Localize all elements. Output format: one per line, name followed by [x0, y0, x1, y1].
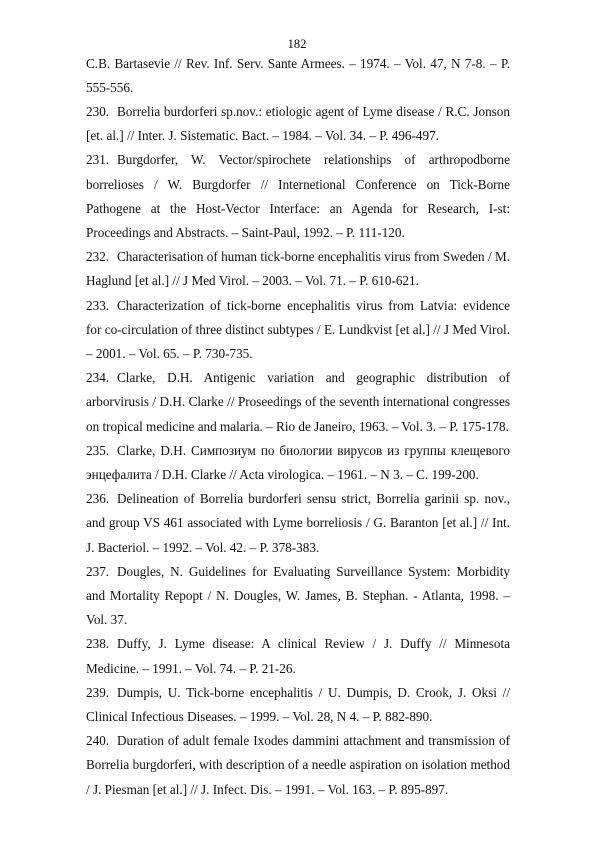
reference-number: 233. [86, 297, 110, 313]
reference-text: Dougles, N. Guidelines for Evaluating Surveillance System: Morbidity and Mortality Repopt / N. Dougles, W. James, B. Stephan. - Atlanta, 1998. – Vol. 37. [86, 563, 510, 628]
reference-number: 235. [86, 442, 110, 458]
reference-entry-238 [86, 632, 510, 680]
reference-list [86, 52, 510, 802]
reference-text: Dumpis, U. Tick-borne encephalitis / U. Dumpis, D. Crook, J. Oksi // Clinical Infectious Diseases. – 1999. – Vol. 28, N 4. – P. 882-890. [86, 684, 510, 724]
reference-text: Duration of adult female Ixodes dammini attachment and transmission of Borrelia burgdorferi, with description of a needle aspiration on isolation method / J. Piesman [et al.] // J. Infect. Dis. – 1991. – Vol. 163. – P. 895-897. [86, 733, 510, 797]
reference-entry-232 [86, 245, 510, 293]
reference-text: Delineation of Borrelia burdorferi sensu strict, Borrelia garinii sp. nov., and group VS 461 associated with Lyme borreliosis / G. Baranton [et al.] // Int. J. Bacteriol. – 1992. – Vol. 42. – P. 378-383. [86, 491, 510, 555]
reference-entry-230 [86, 100, 510, 148]
reference-text: Borrelia burdorferi sp.nov.: etiologic agent of Lyme disease / R.C. Jonson [et. al.] // Inter. J. Sistematic. Bact. – 1984. – Vol. 34. – P. 496-497. [86, 103, 510, 144]
reference-entry-231 [86, 148, 510, 245]
reference-text: Duffy, J. Lyme disease: A clinical Review / J. Duffy // Minnesota Medicine. – 1991. – Vol. 74. – P. 21-26. [86, 636, 510, 676]
reference-number: 239. [86, 684, 110, 700]
reference-number: 234. [86, 370, 110, 386]
reference-text: Clarke, D.H. Симпозиум по биологии вирусов из группы клещевого энцефалита / D.H. Clarke // Acta virologica. – 1961. – N 3. – C. 199-200. [86, 442, 510, 482]
reference-entry-237 [86, 560, 510, 633]
reference-entry-239 [86, 681, 510, 729]
reference-number: 237. [86, 563, 110, 579]
reference-entry-235 [86, 439, 510, 487]
reference-number: 236. [86, 491, 110, 507]
reference-entry-240 [86, 729, 510, 802]
reference-text: Characterisation of human tick-borne encephalitis virus from Sweden / M. Haglund [et al.] // J Med Virol. – 2003. – Vol. 71. – P. 610-621. [86, 249, 510, 289]
reference-entry-234 [86, 366, 510, 439]
reference-text: Clarke, D.H. Antigenic variation and geographic distribution of arborvirusis / D.H. Clarke // Proseedings of the seventh international congresses on tropical medicine and malaria. – Rio de Janeiro, 1963. – Vol. 3. – P. 175-178. [86, 370, 510, 434]
reference-entry-continued [86, 52, 510, 100]
page-number: 182 [287, 37, 307, 51]
reference-number: 230. [86, 103, 110, 119]
reference-number: 238. [86, 636, 110, 652]
reference-text: Burgdorfer, W. Vector/spirochete relationships of arthropodborne borrelioses / W. Burgdorfer // Internetional Conference on Tick-Borne Pathogene at the Host-Vector Interface: an Agenda for Research, I-st: Proceedings and Abstracts. – Saint-Paul, 1992. – P. 111-120. [86, 152, 510, 240]
reference-entry-236 [86, 487, 510, 560]
reference-number: 231. [86, 152, 110, 168]
reference-number: 240. [86, 733, 110, 749]
reference-number: 232. [86, 249, 110, 265]
reference-entry-233 [86, 294, 510, 367]
reference-text: Characterization of tick-borne encephalitis virus from Latvia: evidence for co-circulation of three distinct subtypes / E. Lundkvist [et al.] // J Med Virol. – 2001. – Vol. 65. – P. 730-735. [86, 297, 510, 361]
reference-text: C.B. Bartasevie // Rev. Inf. Serv. Sante Armees. – 1974. – Vol. 47, N 7-8. – P. 555-556. [86, 55, 510, 95]
